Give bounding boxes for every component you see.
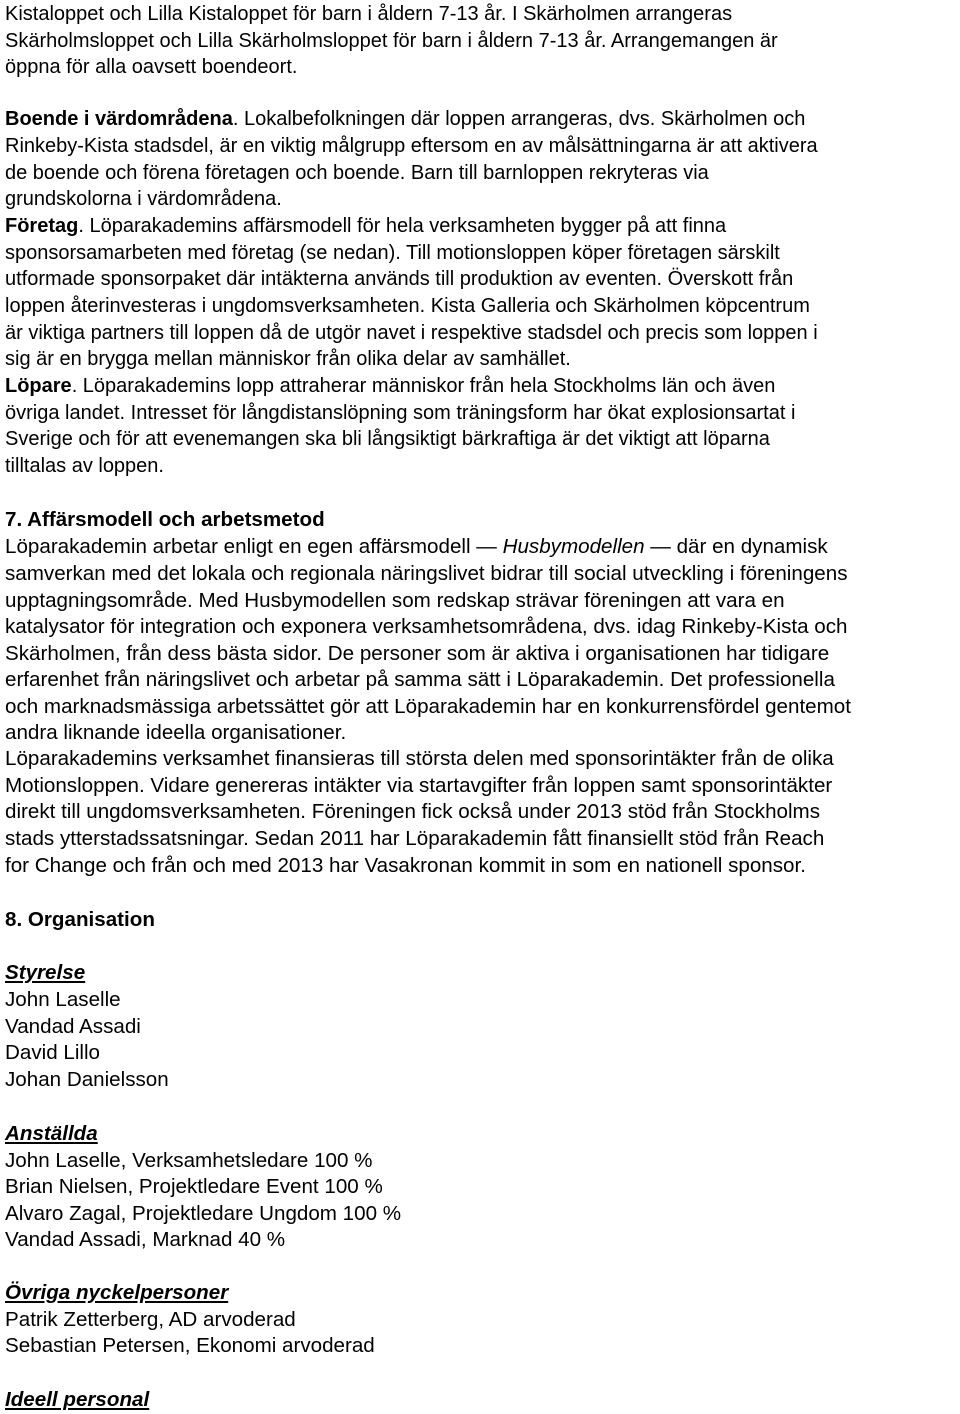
paragraph-text: — där en dynamisk: [644, 535, 828, 558]
list-item: Patrik Zetterberg, AD arvoderad: [5, 1308, 296, 1331]
subheading-ideell-personal: Ideell personal: [5, 1388, 150, 1411]
list-item: Alvaro Zagal, Projektledare Ungdom 100 %: [5, 1202, 402, 1225]
paragraph-text: Löparakademin arbetar enligt en egen affärsmodell —: [5, 535, 503, 558]
paragraph-text: . Löparakademins affärsmodell för hela verksamheten bygger på att finna: [78, 215, 727, 237]
section-heading-8: 8. Organisation: [5, 908, 155, 931]
paragraph-line: Rinkeby-Kista stadsdel, är en viktig målgrupp eftersom en av målsättningarna är att aktivera: [5, 135, 818, 157]
list-item: Johan Danielsson: [5, 1068, 169, 1091]
paragraph-line: Skärholmen, från dess bästa sidor. De personer som är aktiva i organisationen har tidigare: [5, 642, 830, 665]
paragraph-line: de boende och förena företagen och boende. Barn till barnloppen rekryteras via: [5, 162, 709, 184]
paragraph-line: andra liknande ideella organisationer.: [5, 721, 347, 744]
paragraph-line: Motionsloppen. Vidare genereras intäkter via startavgifter från loppen samt sponsorintäkter: [5, 774, 833, 797]
paragraph-line: sponsorsamarbeten med företag (se nedan). Till motionsloppen köper företagen särskilt: [5, 242, 780, 264]
subheading-styrelse: Styrelse: [5, 961, 86, 984]
paragraph-line: Kistaloppet och Lilla Kistaloppet för barn i åldern 7-13 år. I Skärholmen arrangeras: [5, 3, 733, 25]
paragraph-text: . Lokalbefolkningen där loppen arrangeras, dvs. Skärholmen och: [232, 108, 806, 130]
paragraph-line: [5, 213, 726, 240]
paragraph-line: samverkan med det lokala och regionala näringslivet bidrar till social utveckling i föreningens: [5, 562, 848, 585]
list-item: David Lillo: [5, 1041, 101, 1064]
paragraph-line: Löparakademins verksamhet finansieras till största delen med sponsorintäkter från de olika: [5, 747, 834, 770]
paragraph-line: sig är en brygga mellan människor från olika delar av samhället.: [5, 348, 571, 370]
list-item: John Laselle, Verksamhetsledare 100 %: [5, 1149, 373, 1172]
paragraph-line: loppen återinvesteras i ungdomsverksamheten. Kista Galleria och Skärholmen köpcentrum: [5, 295, 810, 317]
list-item: Brian Nielsen, Projektledare Event 100 %: [5, 1175, 383, 1198]
paragraph-line: utformade sponsorpaket där intäkterna används till produktion av eventen. Överskott från: [5, 268, 794, 290]
model-name-emphasis: Husbymodellen: [502, 535, 645, 558]
paragraph-line: grundskolorna i värdområdena.: [5, 188, 282, 210]
list-item: Vandad Assadi: [5, 1015, 141, 1038]
paragraph-line: erfarenhet från näringslivet och arbetar på samma sätt i Löparakademin. Det professionella: [5, 668, 835, 691]
paragraph-line: tilltalas av loppen.: [5, 455, 164, 477]
list-item: John Laselle: [5, 988, 121, 1011]
paragraph-line: direkt till ungdomsverksamheten. Föreningen fick också under 2013 stöd från Stockholms: [5, 800, 821, 823]
lead-term-lopare: Löpare: [5, 375, 72, 397]
subheading-anstallda: Anställda: [5, 1122, 98, 1145]
lead-term-boende: Boende i värdområdena: [5, 108, 233, 130]
paragraph-line: [5, 106, 805, 133]
paragraph-line: och marknadsmässiga arbetssättet gör att Löparakademin har en konkurrensfördel gentemot: [5, 695, 851, 718]
paragraph-line: [5, 534, 828, 561]
paragraph-line: Sverige och för att evenemangen ska bli långsiktigt bärkraftiga är det viktigt att löparna: [5, 428, 770, 450]
paragraph-line: Skärholmsloppet och Lilla Skärholmsloppet för barn i åldern 7-13 år. Arrangemangen är: [5, 30, 778, 52]
paragraph-line: öppna för alla oavsett boendeort.: [5, 56, 298, 78]
paragraph-line: katalysator för integration och exponera verksamhetsområdena, dvs. idag Rinkeby-Kista och: [5, 615, 848, 638]
paragraph-line: upptagningsområde. Med Husbymodellen som redskap strävar föreningen att vara en: [5, 589, 785, 612]
subheading-ovriga-nyckelpersoner: Övriga nyckelpersoner: [5, 1281, 229, 1304]
paragraph-line: är viktiga partners till loppen då de utgör navet i respektive stadsdel och precis som loppen i: [5, 322, 818, 344]
paragraph-line: stads ytterstadssatsningar. Sedan 2011 har Löparakademin fått finansiellt stöd från Reach: [5, 827, 825, 850]
list-item: Vandad Assadi, Marknad 40 %: [5, 1228, 286, 1251]
lead-term-foretag: Företag: [5, 215, 79, 237]
paragraph-text: . Löparakademins lopp attraherar människor från hela Stockholms län och även: [71, 375, 776, 397]
paragraph-line: for Change och från och med 2013 har Vasakronan kommit in som en nationell sponsor.: [5, 854, 806, 877]
list-item: Sebastian Petersen, Ekonomi arvoderad: [5, 1334, 375, 1357]
paragraph-line: [5, 373, 775, 400]
section-heading-7: 7. Affärsmodell och arbetsmetod: [5, 508, 325, 531]
paragraph-line: övriga landet. Intresset för långdistanslöpning som träningsform har ökat explosionsartat i: [5, 402, 796, 424]
